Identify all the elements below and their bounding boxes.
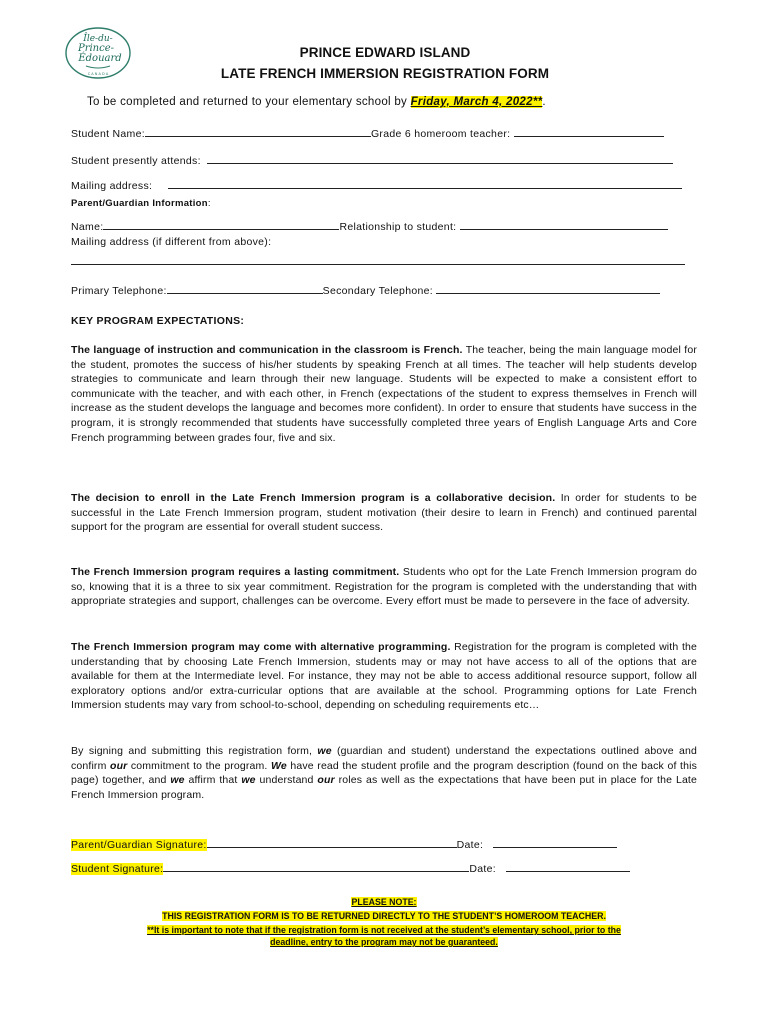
expectation-paragraph: The decision to enroll in the Late French Immersion program is a collaborative decision. In order for students to be successful in the Late French Immersion program, student motivation (their desire to learn in French) and continued parental support for the program are essential for overall student success.	[71, 492, 697, 534]
relationship-field[interactable]	[460, 219, 668, 230]
homeroom-teacher-field[interactable]	[514, 126, 664, 137]
expectation-paragraph: The French Immersion program may come with alternative programming. Registration for the program is completed with the understanding that by choosing Late French Immersion, students may or may not have access to all of the options that are available for them at the Intermediate level. For instance, they may not be able to access additional resource support, follow all exploratory options and/or extra-curricular options that are available at the school. Programming options for Late French Immersion students may vary from school-to-school, depending on scheduling requirements etc…	[71, 641, 697, 712]
key-expectations-heading: KEY PROGRAM EXPECTATIONS:	[71, 315, 245, 327]
parent-name-row: Name: Relationship to student:	[71, 219, 668, 233]
parent-signature-row: Parent/Guardian Signature: Date:	[71, 837, 617, 851]
expectation-paragraph: The French Immersion program requires a lasting commitment. Students who opt for the Late French Immersion program do so, knowing that it is a three to six year commitment. Registration for the program is completed with the understanding that with appropriate strategies and support, challenges can be overcome. Every effort must be made to persevere in the face of adversity.	[71, 566, 697, 608]
student-name-field[interactable]	[145, 126, 371, 137]
mailing-alt-label: Mailing address (if different from above):	[71, 236, 272, 248]
expectation-paragraph: The language of instruction and communication in the classroom is French. The teacher, being the main language model for the student, promotes the success of his/her students by speaking French at all times. The teacher will help students develop strategies to communicate and learn through their new language. Students will be expected to make a consistent effort to communicate with the teacher, and with each other, in French (expectations of the student to express themselves in French will increase as the student develops the language and becomes more confident). In order to ensure that students have success in the program, it is strongly recommended that students have successfully completed three years of English Language Arts and Core French programming between grades four, five and six.	[71, 344, 697, 444]
mailing-address-row: Mailing address:	[71, 178, 682, 192]
student-signature-row: Student Signature: Date:	[71, 861, 630, 875]
note-line3: deadline, entry to the program may not be guaranteed.	[270, 937, 498, 947]
note-line2: **It is important to note that if the registration form is not received at the student’s elementary school, prior to the	[147, 925, 621, 935]
form-title-line1: PRINCE EDWARD ISLAND	[299, 45, 471, 60]
please-note-title: PLEASE NOTE:	[351, 897, 417, 907]
parent-name-field[interactable]	[103, 219, 339, 230]
mailing-alt-field[interactable]	[71, 254, 685, 265]
parent-info-heading: Parent/Guardian Information:	[71, 198, 211, 209]
svg-text:Île-du-: Île-du-	[83, 34, 113, 44]
form-title-line2: LATE FRENCH IMMERSION REGISTRATION FORM	[220, 66, 550, 81]
student-signature-field[interactable]	[163, 861, 469, 872]
parent-signature-field[interactable]	[207, 837, 457, 848]
instruction: To be completed and returned to your elementary school by Friday, March 4, 2022**.	[87, 96, 546, 108]
svg-text:Édouard: Édouard	[78, 53, 122, 64]
parent-date-field[interactable]	[493, 837, 617, 848]
primary-phone-field[interactable]	[167, 283, 323, 294]
deadline: Friday, March 4, 2022**	[410, 96, 543, 108]
svg-text:Prince-: Prince-	[77, 43, 115, 54]
svg-text:C A N A D A: C A N A D A	[87, 72, 109, 76]
presently-attends-field[interactable]	[207, 153, 673, 164]
signing-paragraph: By signing and submitting this registration form, we (guardian and student) understand the expectations outlined above and confirm our commitment to the program. We have read the student profile and the program description (found on the back of this page) together, and we affirm that we understand our roles as well as the expectations that have been put in place for the Late French Immersion program.	[71, 745, 697, 801]
mailing-address-field[interactable]	[168, 178, 682, 189]
pei-logo	[64, 26, 132, 80]
student-date-field[interactable]	[506, 861, 630, 872]
student-name-row: Student Name: Grade 6 homeroom teacher:	[71, 126, 664, 140]
presently-attends-row: Student presently attends:	[71, 153, 673, 167]
telephone-row: Primary Telephone: Secondary Telephone:	[71, 283, 660, 297]
secondary-phone-field[interactable]	[436, 283, 660, 294]
note-line1: THIS REGISTRATION FORM IS TO BE RETURNED DIRECTLY TO THE STUDENT’S HOMEROOM TEACHER.	[162, 911, 606, 921]
mailing-alt-row	[71, 254, 685, 268]
